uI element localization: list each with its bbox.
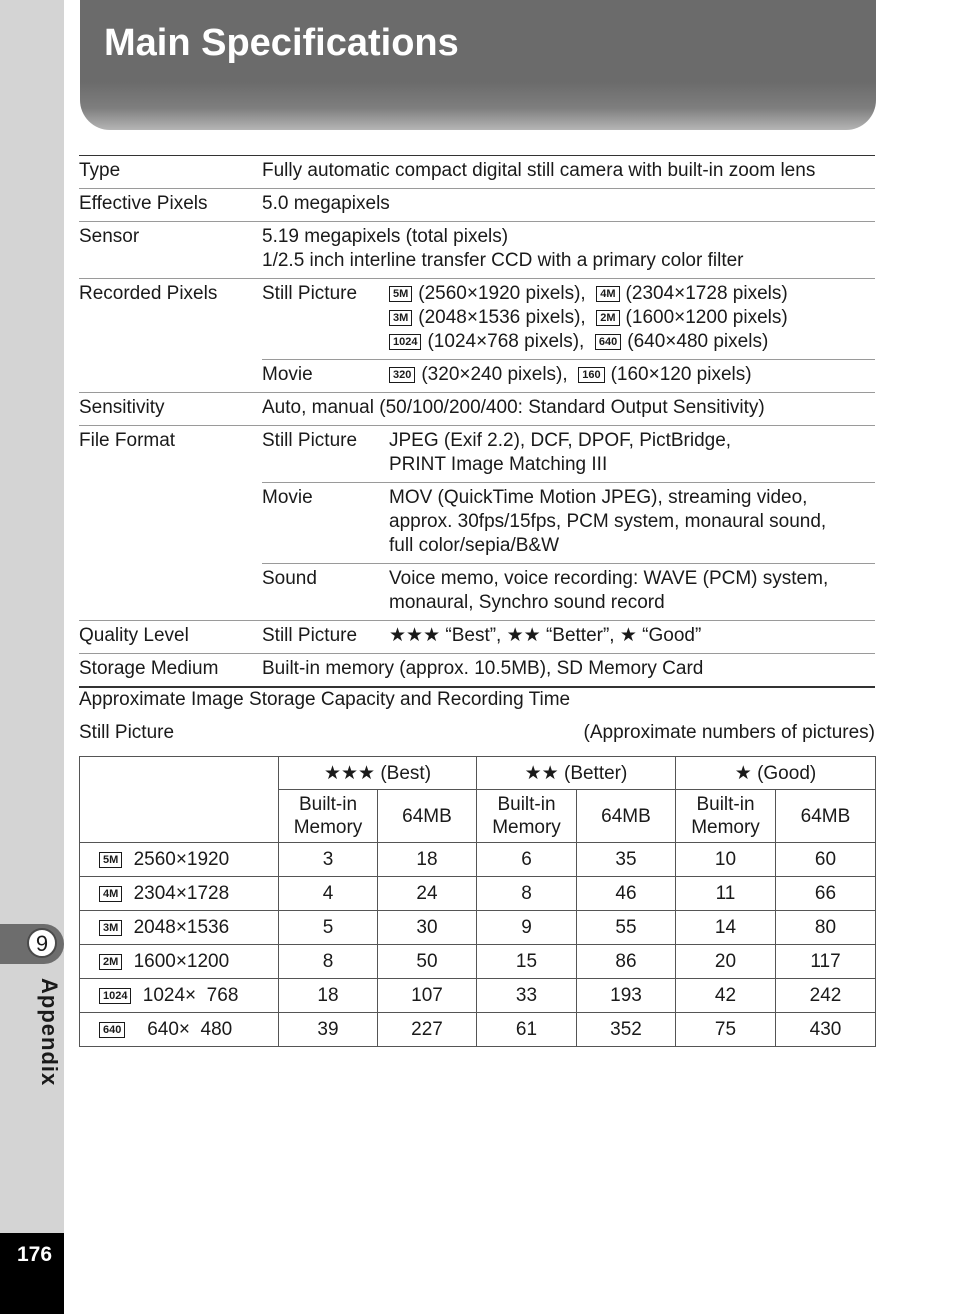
pixel-size: (640×480 pixels): [627, 331, 769, 352]
spec-line: [389, 330, 875, 354]
table-cell: 10: [676, 843, 776, 877]
table-cell: 80: [776, 911, 876, 945]
row-size-cell: [80, 945, 279, 979]
table-cell: 18: [279, 979, 378, 1013]
chapter-number: 9: [27, 928, 57, 958]
table-cell: 9: [477, 911, 577, 945]
table-cell: 20: [676, 945, 776, 979]
spec-value: ★★★ “Best”, ★★ “Better”, ★ “Good”: [389, 621, 875, 654]
builtin-memory-header: [477, 790, 577, 843]
spec-row-storage-medium: [79, 654, 875, 688]
spec-label: File Format: [79, 426, 262, 621]
spec-line: Voice memo, voice recording: WAVE (PCM) system,: [389, 568, 829, 589]
builtin-memory-header: [279, 790, 378, 843]
header-line: Built-in: [298, 794, 358, 815]
spec-label: Effective Pixels: [79, 189, 262, 222]
spec-label: Quality Level: [79, 621, 262, 654]
size-5m-icon: 5M: [389, 286, 412, 302]
spec-line: 5.19 megapixels (total pixels): [262, 226, 509, 247]
capacity-section-title: Approximate Image Storage Capacity and Recording Time: [79, 689, 571, 710]
header-line: Built-in: [696, 794, 755, 815]
table-cell: 24: [378, 877, 477, 911]
row-size: 2048×1536: [133, 917, 230, 938]
table-row: [80, 877, 876, 911]
table-cell: 14: [676, 911, 776, 945]
spec-value: Built-in memory (approx. 10.5MB), SD Memory Card: [262, 654, 875, 688]
spec-line: monaural, Synchro sound record: [389, 592, 665, 613]
capacity-note: (Approximate numbers of pictures): [583, 722, 875, 743]
spec-sublabel: Still Picture: [262, 279, 389, 360]
page-title: Main Specifications: [104, 22, 459, 64]
pixel-size: (2560×1920 pixels),: [418, 283, 586, 304]
spec-value: [389, 360, 875, 393]
table-cell: 8: [279, 945, 378, 979]
row-size: 2560×1920: [133, 849, 230, 870]
size-5m-icon: 5M: [99, 852, 122, 868]
size-640-icon: 640: [595, 334, 621, 350]
spec-row-effective-pixels: [79, 189, 875, 222]
spec-sublabel: Movie: [262, 360, 389, 393]
table-cell: 117: [776, 945, 876, 979]
spec-line: [389, 306, 875, 330]
chapter-label: Appendix: [37, 978, 62, 1087]
header-line: Built-in: [497, 794, 556, 815]
table-cell: 352: [577, 1013, 676, 1047]
spec-row-type: [79, 156, 875, 189]
spec-line: full color/sepia/B&W: [389, 535, 560, 556]
spec-sublabel: Movie: [262, 483, 389, 564]
spec-value: [262, 222, 875, 279]
table-cell: 227: [378, 1013, 477, 1047]
pixel-size: (160×120 pixels): [610, 364, 752, 385]
row-size: 640× 480: [136, 1019, 233, 1040]
size-4m-icon: 4M: [596, 286, 619, 302]
spec-label: Storage Medium: [79, 654, 262, 688]
spec-line: MOV (QuickTime Motion JPEG), streaming video,: [389, 487, 808, 508]
table-row: [80, 945, 876, 979]
spec-value: Fully automatic compact digital still camera with built-in zoom lens: [262, 156, 875, 189]
card-header: 64MB: [378, 790, 477, 843]
table-header-row: [80, 757, 876, 790]
table-cell: 39: [279, 1013, 378, 1047]
spec-value: Auto, manual (50/100/200/400: Standard Output Sensitivity): [262, 393, 875, 426]
card-header: 64MB: [776, 790, 876, 843]
chapter-side-tab: [0, 0, 64, 1314]
size-4m-icon: 4M: [99, 886, 122, 902]
table-cell: 242: [776, 979, 876, 1013]
header-line: Memory: [293, 817, 363, 838]
table-row: [80, 979, 876, 1013]
table-cell: 60: [776, 843, 876, 877]
card-header: 64MB: [577, 790, 676, 843]
spec-sublabel: Sound: [262, 564, 389, 621]
spec-label: Sensitivity: [79, 393, 262, 426]
pixel-size: (1600×1200 pixels): [625, 307, 788, 328]
table-cell: 8: [477, 877, 577, 911]
table-row: [80, 843, 876, 877]
row-size-cell: [80, 911, 279, 945]
table-cell: 75: [676, 1013, 776, 1047]
row-size-cell: [80, 877, 279, 911]
header-line: Memory: [691, 817, 760, 838]
size-2m-icon: 2M: [99, 954, 122, 970]
table-cell: 46: [577, 877, 676, 911]
table-cell: 30: [378, 911, 477, 945]
row-size-cell: [80, 979, 279, 1013]
table-cell: 42: [676, 979, 776, 1013]
row-size-cell: [80, 1013, 279, 1047]
pixel-size: (1024×768 pixels),: [427, 331, 585, 352]
spec-value: [389, 564, 875, 621]
size-3m-icon: 3M: [99, 920, 122, 936]
spec-sublabel: Still Picture: [262, 621, 389, 654]
table-cell: 61: [477, 1013, 577, 1047]
table-cell: 193: [577, 979, 676, 1013]
spec-line: JPEG (Exif 2.2), DCF, DPOF, PictBridge,: [389, 430, 732, 451]
capacity-subtitle: Still Picture: [79, 722, 175, 743]
spec-value: [389, 483, 875, 564]
spec-value: [389, 279, 875, 360]
quality-header-good: ★ (Good): [676, 757, 876, 790]
size-1024-icon: 1024: [99, 988, 131, 1004]
spec-label: Sensor: [79, 222, 262, 279]
spec-value: [389, 426, 875, 483]
table-cell: 55: [577, 911, 676, 945]
spec-row-file-format: [79, 426, 875, 483]
header-line: Memory: [492, 817, 561, 838]
table-cell: 11: [676, 877, 776, 911]
table-row: [80, 911, 876, 945]
table-cell: 5: [279, 911, 378, 945]
capacity-table: [79, 756, 876, 1047]
size-320-icon: 320: [389, 367, 415, 383]
table-cell: 86: [577, 945, 676, 979]
spec-line: approx. 30fps/15fps, PCM system, monaural sound,: [389, 511, 827, 532]
table-cell: 33: [477, 979, 577, 1013]
spec-line: [389, 282, 875, 306]
spec-label: Type: [79, 156, 262, 189]
page-number: 176: [0, 1233, 64, 1314]
row-size-cell: [80, 843, 279, 877]
table-cell: 107: [378, 979, 477, 1013]
spec-line: PRINT Image Matching III: [389, 454, 608, 475]
table-cell: 6: [477, 843, 577, 877]
table-cell: 430: [776, 1013, 876, 1047]
pixel-size: (2048×1536 pixels),: [418, 307, 586, 328]
pixel-size: (2304×1728 pixels): [625, 283, 788, 304]
size-160-icon: 160: [578, 367, 604, 383]
row-size: 1024× 768: [142, 985, 239, 1006]
table-cell: 50: [378, 945, 477, 979]
title-banner: [80, 0, 876, 130]
spec-sublabel: Still Picture: [262, 426, 389, 483]
spec-row-sensor: [79, 222, 875, 279]
spec-value: 5.0 megapixels: [262, 189, 875, 222]
table-row: [80, 1013, 876, 1047]
spec-row-sensitivity: [79, 393, 875, 426]
spec-line: 1/2.5 inch interline transfer CCD with a primary color filter: [262, 250, 744, 271]
spec-row-recorded-pixels: [79, 279, 875, 360]
quality-header-best: ★★★ (Best): [279, 757, 477, 790]
size-1024-icon: 1024: [389, 334, 421, 350]
table-cell: 66: [776, 877, 876, 911]
spec-label: Recorded Pixels: [79, 279, 262, 393]
table-cell: 18: [378, 843, 477, 877]
table-corner-cell: [80, 757, 279, 843]
table-cell: 4: [279, 877, 378, 911]
row-size: 2304×1728: [133, 883, 230, 904]
table-cell: 3: [279, 843, 378, 877]
size-640-icon: 640: [99, 1022, 125, 1038]
table-cell: 15: [477, 945, 577, 979]
quality-header-better: ★★ (Better): [477, 757, 676, 790]
row-size: 1600×1200: [133, 951, 230, 972]
pixel-size: (320×240 pixels),: [421, 364, 568, 385]
spec-table: [79, 155, 875, 688]
spec-row-quality-level: [79, 621, 875, 654]
size-3m-icon: 3M: [389, 310, 412, 326]
table-cell: 35: [577, 843, 676, 877]
size-2m-icon: 2M: [596, 310, 619, 326]
builtin-memory-header: [676, 790, 776, 843]
